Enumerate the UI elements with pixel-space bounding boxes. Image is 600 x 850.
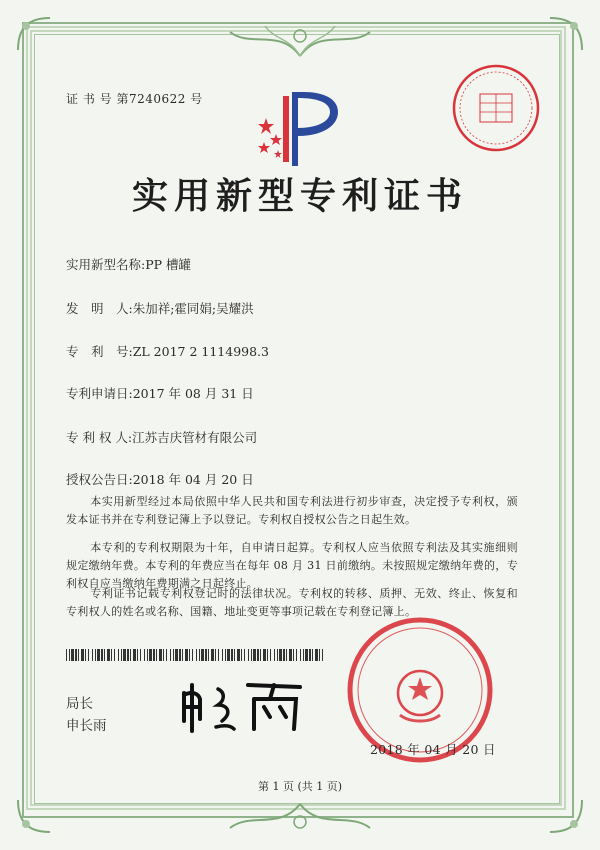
document-title: 实用新型专利证书 bbox=[131, 176, 468, 217]
top-ornament-icon bbox=[220, 18, 380, 60]
field-grant-date bbox=[66, 470, 254, 488]
field-inventor bbox=[66, 299, 254, 317]
paragraph-3: 专利证书记载专利权登记时的法律状况。专利权的转移、质押、无效、终止、恢复和专利权人的姓名或名称、国籍、地址变更等事项记载在专利登记簿上。 bbox=[66, 587, 518, 618]
field-label: 发 明 人: bbox=[66, 301, 133, 316]
field-label: 专利申请日: bbox=[66, 386, 133, 401]
seal-date: 2018 年 04 月 20 日 bbox=[370, 742, 496, 757]
paragraph-1: 本实用新型经过本局依照中华人民共和国专利法进行初步审查，决定授予专利权，颁发本证书并在专利登记簿上予以登记。专利权自授权公告之日起生效。 bbox=[66, 495, 518, 526]
field-patent-number bbox=[66, 342, 269, 360]
field-value: 江苏吉庆管材有限公司 bbox=[132, 430, 258, 445]
field-value: PP 槽罐 bbox=[145, 257, 192, 272]
corner-ornament-icon bbox=[546, 14, 586, 54]
cnipa-logo-icon bbox=[252, 88, 348, 170]
field-patentee bbox=[66, 428, 257, 446]
field-utility-model-name bbox=[66, 255, 191, 273]
certificate-number: 证 书 号 第7240622 号 bbox=[66, 92, 203, 106]
field-value: 朱加祥;霍同娟;吴耀洪 bbox=[132, 301, 254, 316]
field-label: 实用新型名称: bbox=[66, 257, 146, 272]
corner-ornament-icon bbox=[546, 796, 586, 836]
director-signature bbox=[178, 675, 308, 735]
field-value: 2017 年 08 月 31 日 bbox=[132, 386, 254, 401]
paragraph-2: 本专利的专利权期限为十年，自申请日起算。专利权人应当依照专利法及其实施细则规定缴纳年费。本专利的年费应当在每年 08 月 31 日前缴纳。未按照规定缴纳年费的，专利权自应当缴纳年费期满之日起终止。 bbox=[66, 541, 518, 590]
field-value: 2018 年 04 月 20 日 bbox=[132, 472, 254, 487]
page-number: 第 1 页 (共 1 页) bbox=[257, 780, 343, 793]
corner-ornament-icon bbox=[14, 14, 54, 54]
bottom-ornament-icon bbox=[220, 800, 380, 840]
corner-ornament-icon bbox=[14, 796, 54, 836]
director-name: 申长雨 bbox=[66, 718, 107, 734]
barcode bbox=[66, 649, 328, 661]
director-title: 局长 bbox=[66, 696, 93, 712]
field-label: 授权公告日: bbox=[66, 472, 133, 487]
field-label: 专 利 号: bbox=[66, 344, 133, 359]
special-seal-stamp bbox=[450, 62, 542, 154]
field-label: 专 利 权 人: bbox=[66, 430, 133, 445]
field-application-date bbox=[66, 384, 254, 402]
field-value: ZL 2017 2 1114998.3 bbox=[132, 344, 269, 359]
